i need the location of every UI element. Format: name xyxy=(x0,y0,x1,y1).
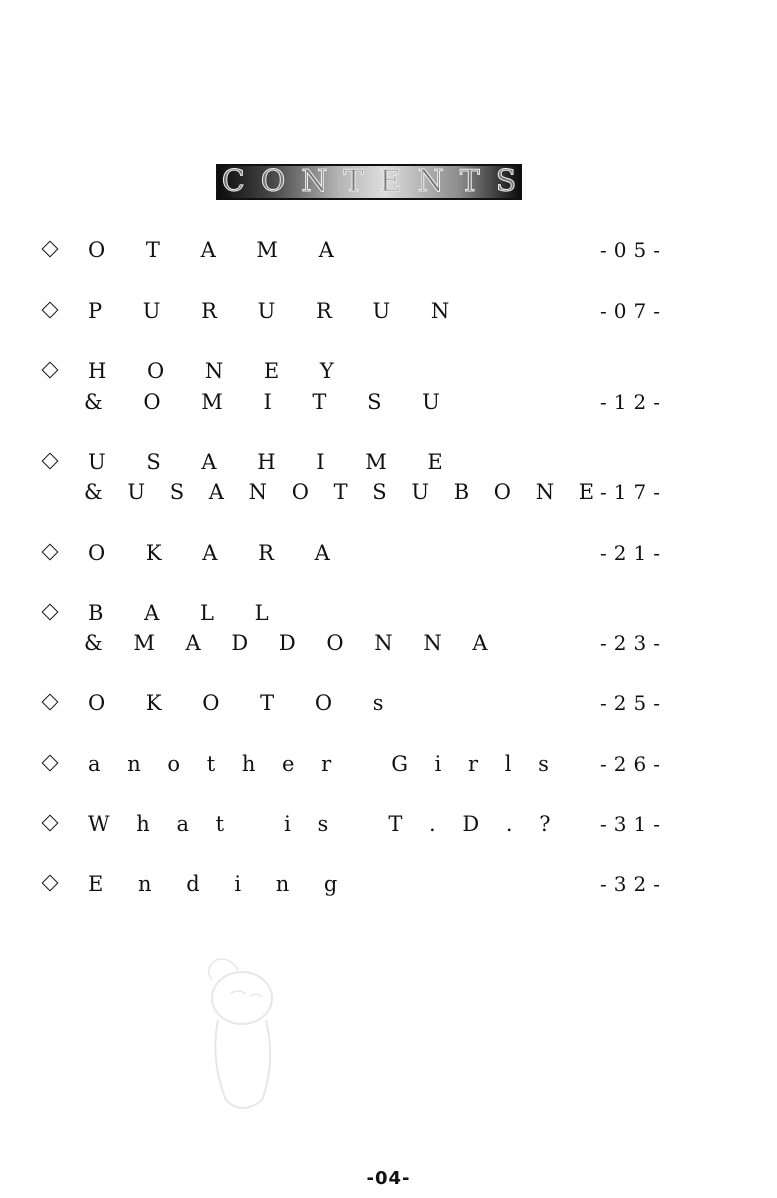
diamond-bullet-icon xyxy=(42,241,59,258)
toc-entry-continuation xyxy=(0,478,777,506)
toc-entry-continuation xyxy=(0,388,777,416)
toc-entry-page: -26- xyxy=(600,752,667,776)
toc-entry-title: P U R U R U N xyxy=(88,299,467,323)
toc-entry-page: -07- xyxy=(600,299,667,323)
toc-entry xyxy=(0,539,777,567)
toc-entry-title-line2: & M A D D O N N A xyxy=(84,631,500,655)
contents-title: CONTENTS xyxy=(221,164,533,199)
faint-character-sketch xyxy=(190,950,300,1120)
diamond-bullet-icon xyxy=(42,815,59,832)
diamond-bullet-icon xyxy=(42,362,59,379)
toc-entry-page: -25- xyxy=(600,691,667,715)
page-folio: -04- xyxy=(366,1168,411,1189)
toc-entry xyxy=(0,599,777,627)
toc-entry-title-line2: & O M I T S U xyxy=(84,390,457,414)
toc-entry-title: a n o t h e r G i r l s xyxy=(88,752,559,776)
toc-entry-title: W h a t i s T . D . ? xyxy=(88,812,561,836)
toc-entry-title: O K A R A xyxy=(88,541,347,565)
diamond-bullet-icon xyxy=(42,453,59,470)
toc-entry-title-line2: & U S A N O T S U B O N E xyxy=(84,480,604,504)
toc-entry xyxy=(0,357,777,385)
toc-entry-continuation xyxy=(0,629,777,657)
toc-entry xyxy=(0,810,777,838)
toc-entry xyxy=(0,689,777,717)
toc-entry-title: B A L L xyxy=(88,601,286,625)
toc-entry-page: -05- xyxy=(600,238,667,262)
diamond-bullet-icon xyxy=(42,604,59,621)
toc-entry xyxy=(0,297,777,325)
diamond-bullet-icon xyxy=(42,755,59,772)
toc-entry-page: -21- xyxy=(600,541,667,565)
toc-entry-page: -12- xyxy=(600,390,667,414)
toc-entry xyxy=(0,236,777,264)
diamond-bullet-icon xyxy=(42,544,59,561)
toc-entry-title: U S A H I M E xyxy=(88,450,460,474)
toc-entry-title: E n d i n g xyxy=(88,872,352,896)
toc-entry-page: -31- xyxy=(600,812,667,836)
toc-entry xyxy=(0,448,777,476)
toc-entry-page: -32- xyxy=(600,872,667,896)
diamond-bullet-icon xyxy=(42,875,59,892)
toc-entry xyxy=(0,750,777,778)
toc-entry xyxy=(0,870,777,898)
toc-entry-title: H O N E Y xyxy=(88,359,351,383)
toc-entry-title: O T A M A xyxy=(88,238,351,262)
toc-entry-page: -23- xyxy=(600,631,667,655)
diamond-bullet-icon xyxy=(42,302,59,319)
toc-entry-page: -17- xyxy=(600,480,667,504)
toc-entry-title: O K O T O s xyxy=(88,691,401,715)
diamond-bullet-icon xyxy=(42,694,59,711)
